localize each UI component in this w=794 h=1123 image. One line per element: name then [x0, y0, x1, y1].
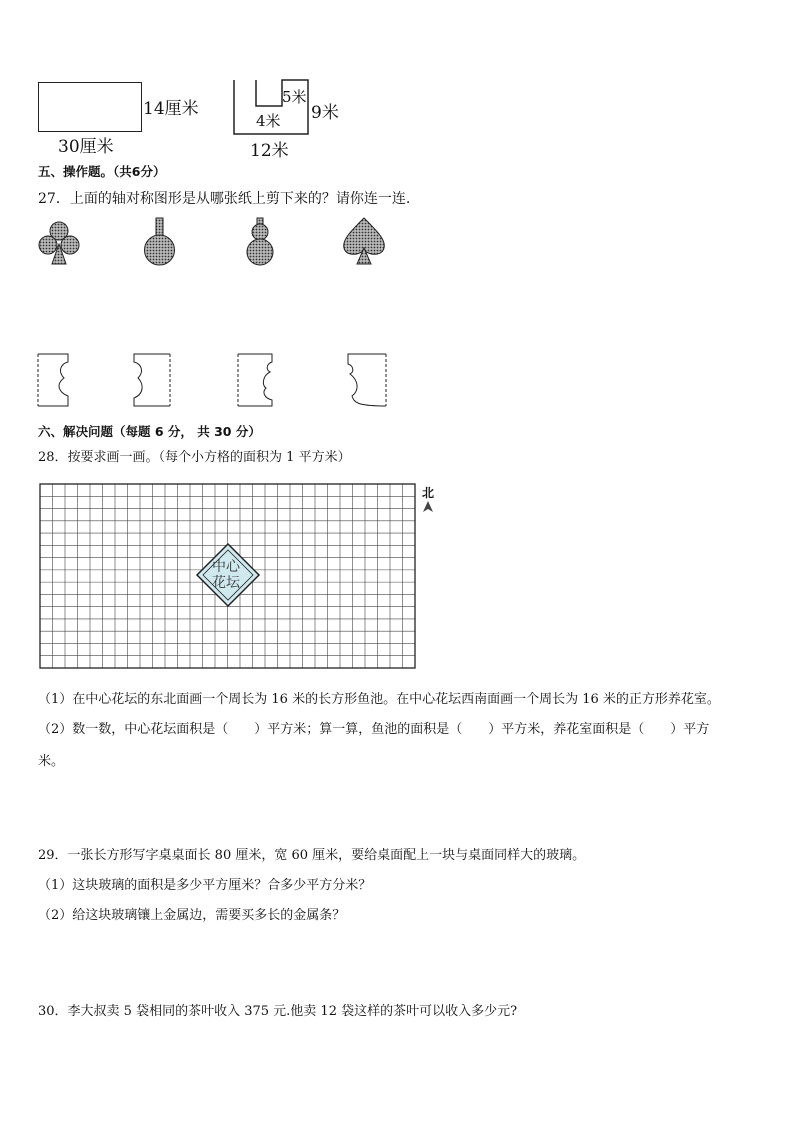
- paper-cut-4-icon: [344, 352, 390, 408]
- shape-12m-label: 12米: [250, 141, 289, 161]
- paper-cut-2-icon: [130, 352, 174, 408]
- q28-1-text: （1）在中心花坛的东北面画一个周长为 16 米的长方形鱼池。在中心花坛西南面画一个周长为 16 米的正方形养花室。: [38, 692, 720, 707]
- q28-2-text: （2）数一数，中心花坛面积是（ ）平方米；算一算，鱼池的面积是（ ）平方米，养花室面积是（ ）平方: [38, 722, 710, 737]
- rectangle-figure: [38, 82, 142, 132]
- q29-text: 29．一张长方形写字桌桌面长 80 厘米，宽 60 厘米，要给桌面配上一块与桌面同样大的玻璃。: [38, 848, 586, 863]
- paper-cut-1-icon: [36, 352, 76, 408]
- section6-heading: 六、解决问题（每题 6 分， 共 30 分）: [38, 424, 261, 439]
- north-arrow-icon: [421, 500, 435, 514]
- center-flowerbed-label-bottom: 花坛: [212, 575, 240, 591]
- rect-height-label: 14厘米: [143, 99, 199, 119]
- q30-text: 30．李大叔卖 5 袋相同的茶叶收入 375 元.他卖 12 袋这样的茶叶可以收入多少元?: [38, 1004, 518, 1019]
- spade-shape-icon: [340, 216, 388, 268]
- club-shape-icon: [36, 220, 82, 266]
- gourd-shape-icon: [240, 216, 280, 268]
- section5-heading: 五、操作题。（共6分）: [38, 164, 166, 179]
- paper-cut-3-icon: [236, 352, 278, 408]
- center-flowerbed-label-top: 中心: [212, 559, 240, 575]
- shape-4m-label: 4米: [256, 112, 281, 130]
- q27-text: 27．上面的轴对称图形是从哪张纸上剪下来的？请你连一连.: [38, 191, 411, 207]
- q28-text: 28．按要求画一画。（每个小方格的面积为 1 平方米）: [38, 450, 351, 465]
- q29-2-text: （2）给这块玻璃镶上金属边，需要买多长的金属条？: [38, 908, 346, 923]
- north-label: 北: [422, 486, 435, 500]
- shape-5m-label: 5米: [282, 88, 307, 106]
- q29-1-text: （1）这块玻璃的面积是多少平方厘米？合多少平方分米？: [38, 878, 372, 893]
- q28-2b-text: 米。: [38, 754, 65, 769]
- round-flask-shape-icon: [140, 216, 180, 268]
- rect-width-label: 30厘米: [58, 137, 114, 157]
- shape-9m-label: 9米: [311, 103, 339, 123]
